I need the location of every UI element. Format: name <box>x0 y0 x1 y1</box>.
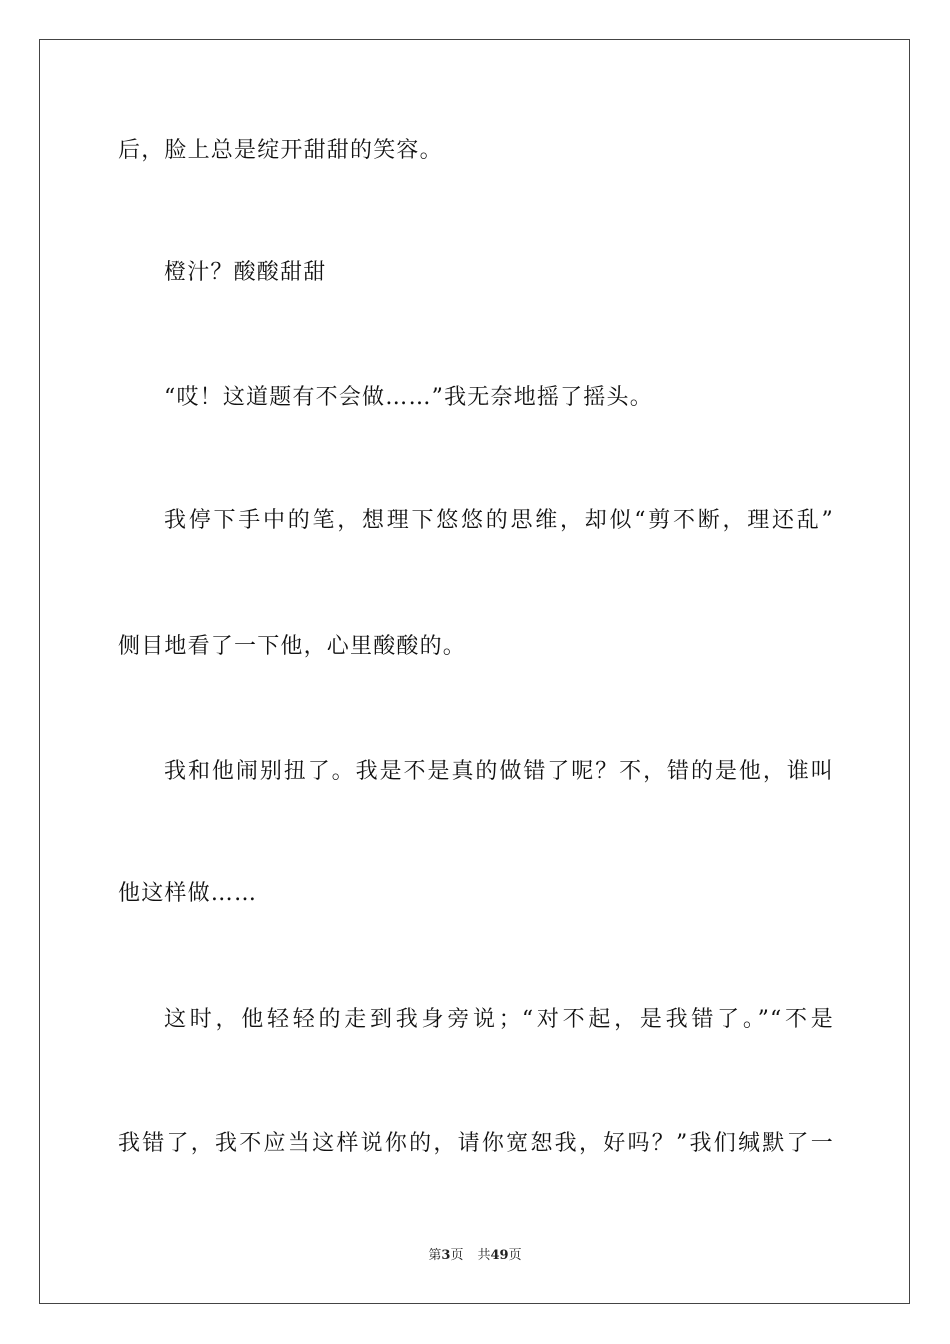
text-line-9: 我错了，我不应当这样说你的，请你宽恕我，好吗？”我们缄默了一 <box>118 1131 834 1156</box>
footer-page-suffix: 页 <box>450 1248 464 1263</box>
footer-total-prefix: 共 <box>477 1248 491 1263</box>
footer-page-prefix: 第 <box>428 1248 442 1263</box>
text-line-6: 我和他闹别扭了。我是不是真的做错了呢？不，错的是他，谁叫 <box>164 759 834 784</box>
text-line-4: 我停下手中的笔，想理下悠悠的思维，却似“剪不断，理还乱” <box>164 508 834 533</box>
text-line-2: 橙汁？酸酸甜甜 <box>164 260 327 285</box>
text-line-3: “哎！这道题有不会做……”我无奈地摇了摇头。 <box>164 385 653 410</box>
footer-total-suffix: 页 <box>508 1248 522 1263</box>
text-line-8: 这时，他轻轻的走到我身旁说；“对不起，是我错了。”“不是 <box>164 1007 834 1032</box>
text-line-1: 后，脸上总是绽开甜甜的笑容。 <box>118 138 443 163</box>
footer-page-number: 3 <box>441 1248 451 1263</box>
page-border <box>39 39 910 1304</box>
text-line-5: 侧目地看了一下他，心里酸酸的。 <box>118 634 467 659</box>
page-footer <box>0 1247 950 1265</box>
footer-total-pages: 49 <box>490 1248 509 1263</box>
text-line-7: 他这样做…… <box>118 881 258 906</box>
